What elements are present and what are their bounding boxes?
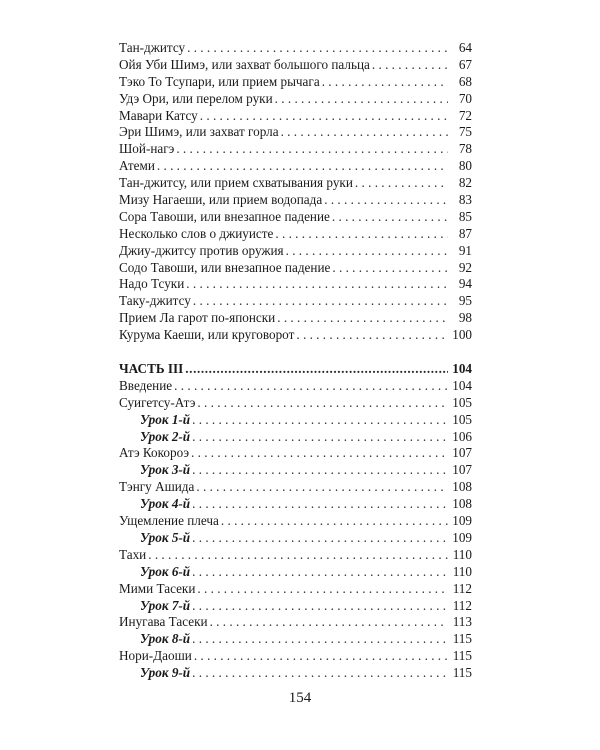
toc-entry-title: Урок 3-й [140, 462, 191, 478]
toc-entry-title: Сора Тавоши, или внезапное падение [119, 208, 330, 224]
toc-entry-title: Инугава Тасеки [119, 614, 208, 630]
dot-leader [187, 40, 448, 57]
toc-entry [119, 276, 472, 293]
toc-entry-page: 92 [458, 259, 472, 275]
toc-entry-page: 109 [452, 513, 472, 529]
toc-entry-page: 70 [458, 90, 472, 106]
dot-leader [332, 260, 448, 277]
toc-entry-page: 115 [452, 665, 472, 681]
dot-leader [174, 378, 448, 395]
toc-entry [119, 293, 472, 310]
toc-entry-title: Мавари Катсу [119, 107, 198, 123]
dot-leader [194, 648, 448, 665]
dot-leader [192, 564, 448, 581]
toc-entry-title: Введение [119, 377, 173, 393]
toc-entry [119, 614, 472, 631]
toc-entry-title: Содо Тавоши, или внезапное падение [119, 259, 331, 275]
toc-entry [119, 74, 472, 91]
dot-leader [277, 310, 448, 327]
dot-leader [192, 412, 448, 429]
toc-entry-page: 91 [458, 242, 472, 258]
toc-entry-page: 72 [458, 107, 472, 123]
toc-entry [119, 108, 472, 125]
toc-entry-title: Урок 2-й [140, 428, 191, 444]
toc-entry-page: 85 [458, 208, 472, 224]
dot-leader [186, 276, 448, 293]
toc-entry-page: 110 [452, 563, 472, 579]
toc-entry [119, 260, 472, 277]
toc-entry-title: Урок 4-й [140, 496, 191, 512]
page-number: 154 [288, 690, 312, 706]
toc-entry-page: 105 [452, 394, 472, 410]
toc-sub-entry [119, 598, 472, 615]
toc-entry-page: 112 [452, 580, 472, 596]
toc-entry-page: 109 [452, 529, 472, 545]
toc-entry [119, 395, 472, 412]
dot-leader [192, 530, 448, 547]
dot-leader [192, 429, 448, 446]
toc-entry-title: Атэ Кокороэ [119, 445, 189, 461]
dot-leader [296, 327, 448, 344]
toc-entry-page: 106 [452, 428, 472, 444]
toc-sub-entry [119, 530, 472, 547]
toc-entry [119, 124, 472, 141]
toc-entry [119, 158, 472, 175]
toc-entry-title: Тан-джитсу, или прием схватывания руки [119, 175, 353, 191]
toc-entry-page: 110 [452, 546, 472, 562]
dot-leader [355, 175, 448, 192]
dot-leader [210, 614, 448, 631]
toc-entry-title: Ущемление плеча [119, 513, 219, 529]
toc-entry [119, 192, 472, 209]
dot-leader [148, 547, 448, 564]
toc-entry-page: 87 [458, 225, 472, 241]
toc-entry-page: 108 [452, 479, 472, 495]
toc-entry [119, 243, 472, 260]
toc-entry-title: Таку-джитсу [119, 293, 191, 309]
toc-entry-title: Урок 9-й [140, 665, 191, 681]
toc-entry-page: 107 [452, 462, 472, 478]
toc-part-heading [119, 361, 472, 378]
toc-entry [119, 310, 472, 327]
toc-entry [119, 513, 472, 530]
section-gap [119, 344, 472, 361]
toc-entry [119, 209, 472, 226]
toc-entry-title: Прием Ла гарот по-японски [119, 310, 276, 326]
toc-entry-title: Удэ Ори, или перелом руки [119, 90, 273, 106]
dot-leader [200, 108, 448, 125]
toc-entry [119, 141, 472, 158]
toc-entry-page: 95 [458, 293, 472, 309]
dot-leader [176, 141, 448, 158]
toc-entry [119, 91, 472, 108]
toc-entry-title: Мими Тасеки [119, 580, 196, 596]
toc-entry [119, 445, 472, 462]
toc-entry [119, 547, 472, 564]
toc-sub-entry [119, 564, 472, 581]
dot-leader [322, 74, 448, 91]
dot-leader [185, 361, 448, 378]
toc-sub-entry [119, 412, 472, 429]
toc-entry-page: 115 [452, 631, 472, 647]
dot-leader [192, 631, 448, 648]
toc-sub-entry [119, 429, 472, 446]
part-heading-title: ЧАСТЬ III [119, 361, 184, 377]
toc-entry [119, 479, 472, 496]
toc-entry-page: 98 [458, 310, 472, 326]
dot-leader [221, 513, 448, 530]
table-of-contents [119, 40, 472, 682]
toc-sub-entry [119, 665, 472, 682]
toc-entry [119, 226, 472, 243]
dot-leader [197, 395, 448, 412]
toc-entry-title: Мизу Нагаеши, или прием водопада [119, 192, 323, 208]
toc-entry-title: Нори-Даоши [119, 648, 192, 664]
toc-entry-title: Урок 8-й [140, 631, 191, 647]
dot-leader [192, 598, 448, 615]
dot-leader [281, 124, 448, 141]
dot-leader [192, 496, 448, 513]
dot-leader [372, 57, 448, 74]
toc-entry-title: Ойя Уби Шимэ, или захват большого пальца [119, 56, 370, 72]
toc-entry-title: Тэко То Тсупари, или прием рычага [119, 73, 320, 89]
toc-entry-page: 82 [458, 175, 472, 191]
toc-entry-title: Эри Шимэ, или захват горла [119, 124, 279, 140]
dot-leader [324, 192, 448, 209]
toc-entry-title: Несколько слов о джиуисте [119, 225, 274, 241]
toc-entry-page: 64 [458, 40, 472, 55]
dot-leader [275, 91, 448, 108]
toc-entry [119, 648, 472, 665]
toc-entry-title: Джиу-джитсу против оружия [119, 242, 284, 258]
toc-entry-title: Урок 7-й [140, 597, 191, 613]
toc-entry [119, 40, 472, 57]
toc-entry-page: 78 [458, 141, 472, 157]
toc-entry-title: Курума Каеши, или круговорот [119, 327, 295, 343]
toc-entry-page: 80 [458, 158, 472, 174]
toc-entry-page: 104 [452, 377, 472, 393]
toc-entry-title: Шой-нагэ [119, 141, 175, 157]
toc-entry-title: Тан-джитсу [119, 40, 186, 55]
toc-entry-page: 100 [452, 327, 472, 343]
toc-sub-entry [119, 462, 472, 479]
dot-leader [192, 665, 448, 682]
toc-entry-page: 94 [458, 276, 472, 292]
toc-entry-page: 107 [452, 445, 472, 461]
toc-entry [119, 175, 472, 192]
toc-entry [119, 581, 472, 598]
toc-section-part-three [119, 378, 472, 682]
dot-leader [191, 445, 448, 462]
toc-entry [119, 57, 472, 74]
dot-leader [193, 293, 448, 310]
toc-entry-page: 113 [452, 614, 472, 630]
toc-entry [119, 378, 472, 395]
dot-leader [286, 243, 448, 260]
toc-entry-page: 83 [458, 192, 472, 208]
toc-entry-page: 75 [458, 124, 472, 140]
toc-entry-title: Атеми [119, 158, 155, 174]
toc-entry-title: Тахи [119, 546, 147, 562]
toc-entry-page: 68 [458, 73, 472, 89]
dot-leader [275, 226, 448, 243]
dot-leader [332, 209, 448, 226]
dot-leader [192, 462, 448, 479]
toc-entry-title: Урок 6-й [140, 563, 191, 579]
toc-entry-page: 105 [452, 411, 472, 427]
toc-entry-title: Суигетсу-Атэ [119, 394, 196, 410]
dot-leader [157, 158, 448, 175]
toc-entry-title: Урок 5-й [140, 529, 191, 545]
toc-section-part-two [119, 40, 472, 344]
toc-sub-entry [119, 496, 472, 513]
toc-entry-page: 67 [458, 56, 472, 72]
dot-leader [197, 581, 448, 598]
part-heading-page: 104 [452, 361, 472, 377]
toc-sub-entry [119, 631, 472, 648]
dot-leader [196, 479, 448, 496]
toc-entry-title: Урок 1-й [140, 411, 191, 427]
toc-entry-title: Тэнгу Ашида [119, 479, 195, 495]
toc-entry-page: 115 [452, 648, 472, 664]
toc-entry-page: 112 [452, 597, 472, 613]
toc-entry-page: 108 [452, 496, 472, 512]
toc-entry-title: Надо Тсуки [119, 276, 185, 292]
toc-entry [119, 327, 472, 344]
